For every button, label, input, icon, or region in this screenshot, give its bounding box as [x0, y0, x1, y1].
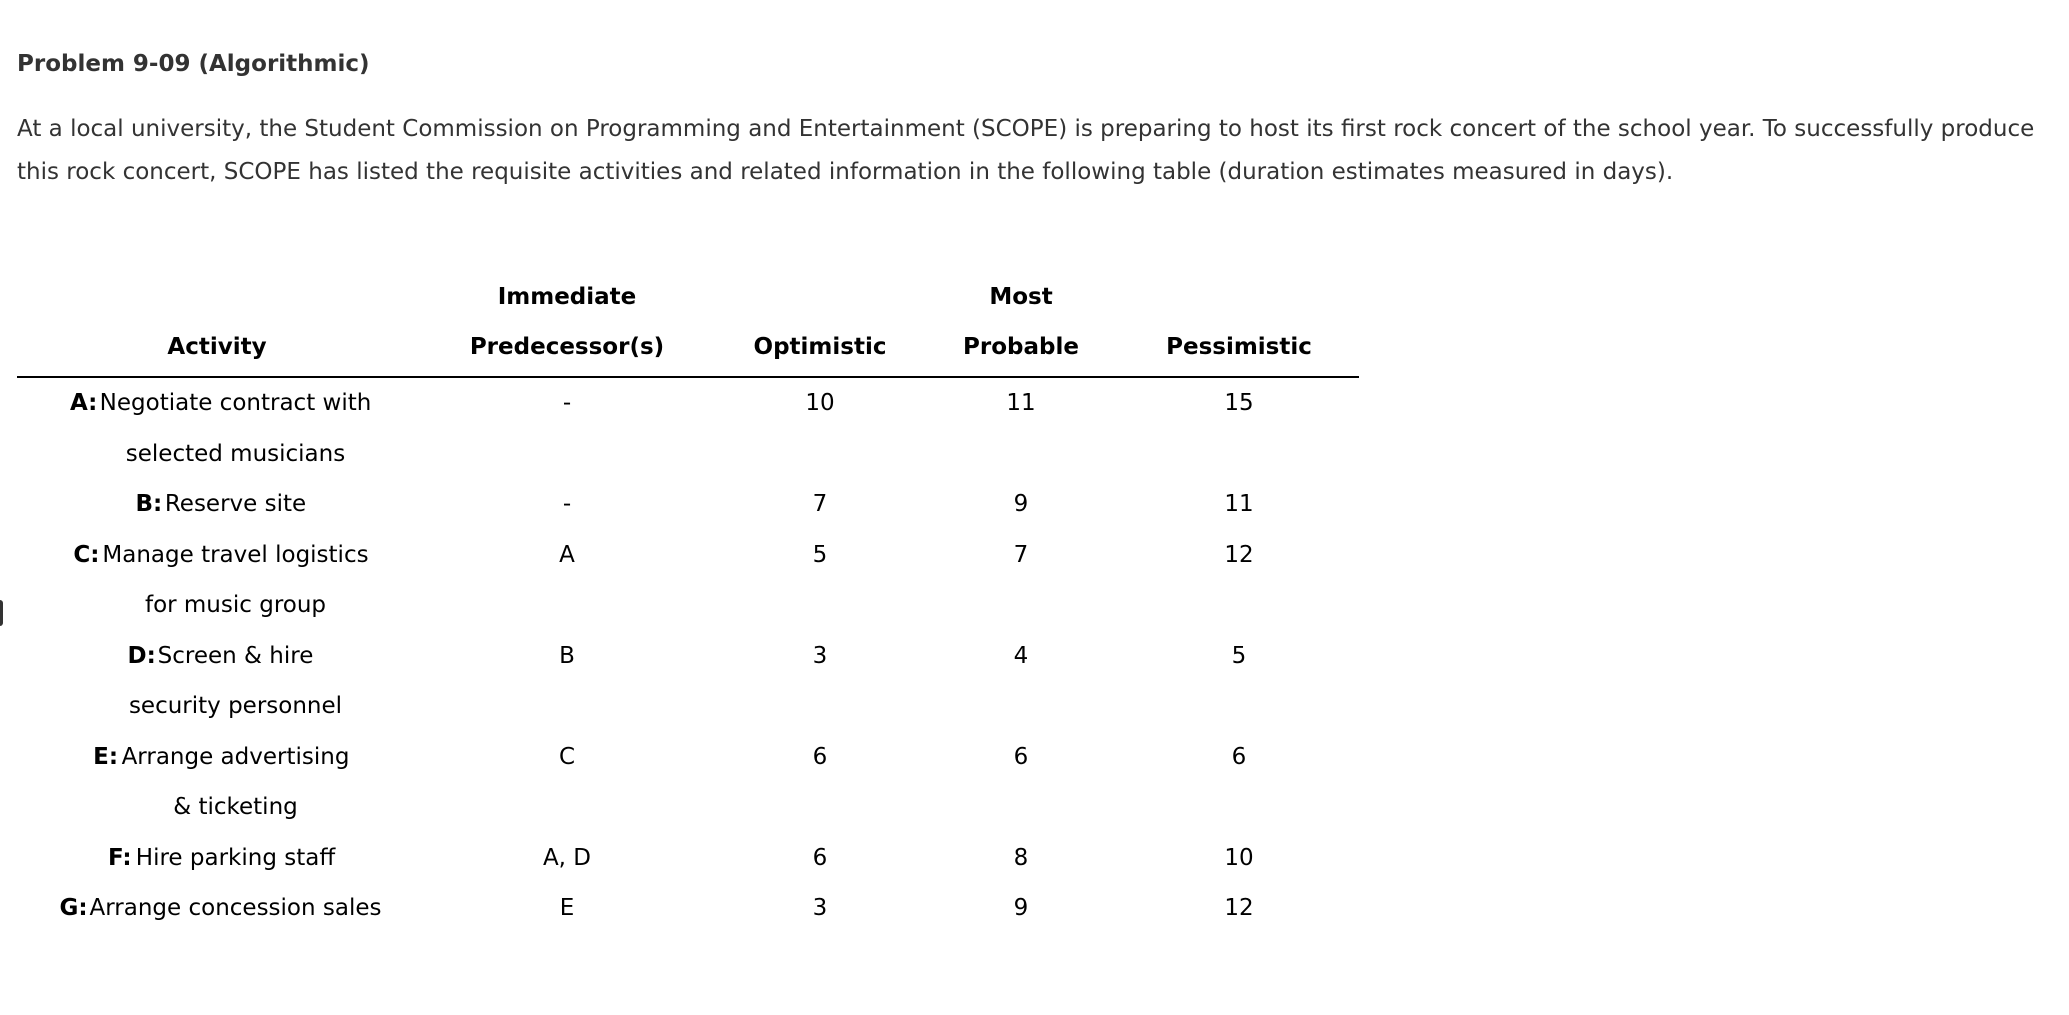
most-probable-cell: 8	[1013, 844, 1029, 871]
optimistic-cell: 3	[812, 642, 828, 669]
activity-code: F:	[107, 844, 132, 871]
header-pessimistic	[1119, 272, 1359, 377]
header-predecessors-line2: Predecessor(s)	[469, 334, 665, 360]
most-probable-cell: 11	[1006, 390, 1036, 416]
pessimistic-cell: 10	[1224, 844, 1254, 871]
activity-description: Negotiate contract with	[99, 390, 372, 416]
pessimistic-cell: 15	[1224, 390, 1254, 416]
problem-intro-paragraph: At a local university, the Student Commission on Programming and Entertainment (SCOPE) is preparing to host its first rock concert of the school year. To successfully produce this rock concert, SCOPE has listed the requisite activities and related information in the following table (duration estimates measured in days).	[17, 116, 2035, 185]
activity-description: Screen & hire	[157, 642, 314, 669]
header-activity-line2: Activity	[167, 334, 267, 360]
activity-cell	[17, 530, 417, 631]
activity-cell	[17, 479, 417, 530]
optimistic-cell: 6	[812, 844, 828, 871]
optimistic-cell: 7	[812, 491, 828, 517]
table-row	[17, 530, 1359, 631]
activity-cell	[17, 833, 417, 884]
activity-description: Arrange concession sales	[89, 895, 382, 921]
header-most-probable-line1: Most	[989, 284, 1053, 310]
activity-description-continued: for music group	[144, 592, 327, 618]
activity-description: Reserve site	[164, 491, 307, 517]
activity-description: Arrange advertising	[121, 743, 350, 770]
activity-description-continued: security personnel	[128, 693, 343, 719]
most-probable-cell: 9	[1013, 491, 1029, 517]
header-optimistic-line2: Optimistic	[753, 334, 887, 360]
pessimistic-cell: 11	[1224, 491, 1254, 517]
predecessors-cell: A, D	[542, 844, 592, 871]
activity-code: A:	[69, 390, 98, 416]
pessimistic-cell: 6	[1231, 743, 1247, 770]
pessimistic-cell: 12	[1224, 541, 1254, 568]
header-pessimistic-line2: Pessimistic	[1166, 334, 1312, 360]
activity-cell	[17, 883, 417, 934]
header-most-probable	[923, 272, 1119, 377]
header-activity	[17, 272, 417, 377]
activity-line	[17, 631, 417, 682]
predecessors-cell: A	[559, 541, 575, 568]
activity-line	[17, 681, 417, 732]
table-row	[17, 631, 1359, 732]
table-row	[17, 833, 1359, 884]
header-activity-line1	[17, 272, 417, 322]
predecessors-cell: E	[559, 895, 575, 921]
activity-line	[17, 530, 417, 581]
activity-line	[17, 429, 417, 480]
activity-line	[17, 732, 417, 783]
activity-line	[17, 782, 417, 833]
most-probable-cell: 6	[1013, 743, 1029, 770]
table-row	[17, 479, 1359, 530]
activity-line	[17, 580, 417, 631]
activity-line	[17, 378, 417, 429]
pessimistic-cell: 12	[1224, 895, 1254, 921]
activity-description-continued: selected musicians	[125, 440, 346, 467]
predecessors-cell: C	[558, 743, 576, 770]
optimistic-cell: 3	[812, 895, 828, 921]
optimistic-cell: 5	[812, 541, 828, 568]
cut-off-edge-element	[0, 600, 3, 626]
header-predecessors-line1: Immediate	[497, 284, 637, 310]
header-most-probable-line2: Probable	[963, 334, 1079, 360]
header-optimistic-line1	[717, 272, 923, 322]
predecessors-cell: B	[559, 642, 575, 669]
activity-code: G:	[59, 895, 88, 921]
most-probable-cell: 9	[1013, 895, 1029, 921]
problem-title: Problem 9-09 (Algorithmic)	[17, 51, 370, 77]
activity-description: Manage travel logistics	[102, 541, 369, 568]
table-header-row	[17, 272, 1359, 377]
table-row	[17, 377, 1359, 479]
most-probable-cell: 7	[1013, 541, 1029, 568]
pessimistic-cell: 5	[1231, 642, 1247, 669]
most-probable-cell: 4	[1013, 642, 1029, 669]
optimistic-cell: 6	[812, 743, 828, 770]
activity-line	[17, 833, 417, 884]
predecessors-cell: -	[562, 491, 572, 517]
optimistic-cell: 10	[805, 390, 835, 416]
activity-line	[17, 479, 417, 530]
activity-description-continued: & ticketing	[173, 794, 298, 820]
activity-code: D:	[127, 642, 156, 669]
activity-line	[17, 883, 417, 934]
activity-code: C:	[73, 541, 100, 568]
header-predecessors	[417, 272, 717, 377]
activity-cell	[17, 377, 417, 479]
activity-code: B:	[135, 491, 163, 517]
header-optimistic	[717, 272, 923, 377]
activity-description: Hire parking staff	[135, 844, 336, 871]
activity-cell	[17, 732, 417, 833]
table-row	[17, 732, 1359, 833]
predecessors-cell: -	[562, 390, 572, 416]
table-row	[17, 883, 1359, 934]
header-pessimistic-line1	[1119, 272, 1359, 322]
activity-code: E:	[93, 743, 119, 770]
activity-table	[17, 272, 1359, 934]
activity-cell	[17, 631, 417, 732]
